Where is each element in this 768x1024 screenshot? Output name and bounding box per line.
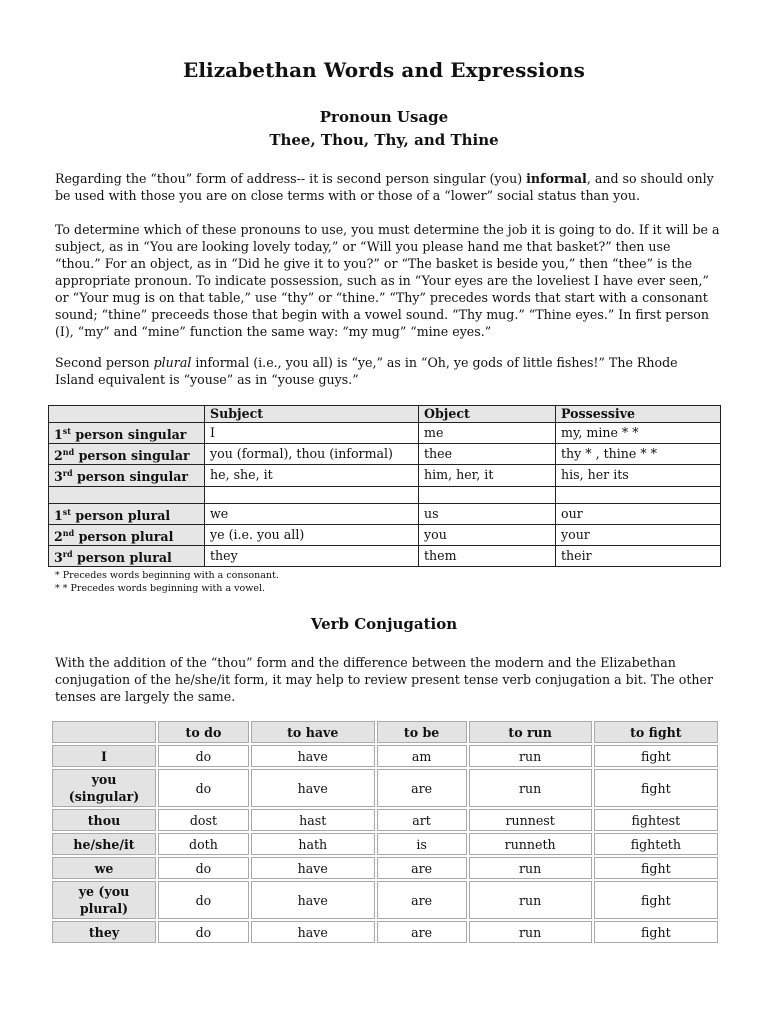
footnote-consonant: * Precedes words beginning with a consonant. — [55, 570, 279, 581]
corner-cell — [51, 720, 157, 744]
table-cell: have — [250, 880, 376, 920]
table-cell: fight — [593, 744, 719, 768]
object-cell: him, her, it — [419, 465, 556, 486]
row-label — [49, 524, 205, 545]
table-row — [51, 832, 719, 856]
table-row — [51, 768, 719, 808]
paragraph-plural — [55, 354, 720, 388]
table-cell: run — [468, 880, 593, 920]
table-cell: dost — [157, 808, 250, 832]
header-cell — [49, 406, 205, 423]
row-label-ordinal: st — [62, 426, 71, 436]
subject-cell: we — [205, 503, 419, 524]
table-cell: hast — [250, 808, 376, 832]
object-cell: thee — [419, 444, 556, 465]
table-cell: do — [157, 768, 250, 808]
spacer-cell — [49, 486, 205, 503]
table-row — [51, 920, 719, 944]
row-label-number: 2 — [54, 528, 63, 544]
table-cell: fight — [593, 880, 719, 920]
row-label-ordinal: nd — [62, 447, 75, 458]
possessive-cell: my, mine * * — [556, 423, 721, 444]
row-label-number: 1 — [54, 507, 63, 523]
row-label: you (singular) — [51, 768, 157, 808]
row-label-ordinal: rd — [62, 548, 73, 559]
row-label-text: person singular — [70, 427, 187, 443]
row-label — [49, 465, 205, 486]
table-cell: fighteth — [593, 832, 719, 856]
paragraph-thou-form — [55, 170, 720, 204]
paragraph-verb-intro: With the addition of the “thou” form and the difference between the modern and the Elizabethan conjugation of the he/she/it form, it may help to review present tense verb conjugation a bit. The other tenses are largely the same. — [55, 655, 713, 704]
table-cell: have — [250, 768, 376, 808]
row-label: they — [51, 920, 157, 944]
row-label-text: person plural — [74, 528, 174, 544]
table-cell: do — [157, 880, 250, 920]
section-subheading-thee-thou: Thee, Thou, Thy, and Thine — [269, 131, 499, 149]
header-cell: to run — [468, 720, 593, 744]
para1-emphasis: informal — [526, 171, 587, 186]
table-cell: have — [250, 744, 376, 768]
pronoun-table — [48, 405, 721, 567]
table-cell: art — [376, 808, 468, 832]
row-label-text: person plural — [72, 550, 172, 566]
table-cell: are — [376, 856, 468, 880]
table-cell: are — [376, 768, 468, 808]
table-row — [51, 880, 719, 920]
header-cell: to fight — [593, 720, 719, 744]
header-cell: to do — [157, 720, 250, 744]
header-cell: Subject — [205, 406, 419, 423]
table-cell: am — [376, 744, 468, 768]
possessive-cell: our — [556, 503, 721, 524]
subject-cell: I — [205, 423, 419, 444]
table-cell: do — [157, 920, 250, 944]
table-cell: run — [468, 768, 593, 808]
row-label: we — [51, 856, 157, 880]
subject-cell: ye (i.e. you all) — [205, 524, 419, 545]
row-label-text: person singular — [74, 448, 190, 464]
table-cell: runneth — [468, 832, 593, 856]
table-cell: fightest — [593, 808, 719, 832]
verb-conjugation-table — [50, 719, 720, 945]
possessive-cell: his, her its — [556, 465, 721, 486]
header-cell: to have — [250, 720, 376, 744]
table-row — [51, 856, 719, 880]
table-row — [51, 744, 719, 768]
object-cell: them — [419, 545, 556, 566]
table-row — [49, 444, 721, 465]
spacer-cell — [419, 486, 556, 503]
row-label-number: 3 — [54, 550, 63, 566]
subject-cell: you (formal), thou (informal) — [205, 444, 419, 465]
header-cell: to be — [376, 720, 468, 744]
table-row — [49, 524, 721, 545]
table-cell: have — [250, 920, 376, 944]
table-cell: have — [250, 856, 376, 880]
row-label — [49, 503, 205, 524]
page-title: Elizabethan Words and Expressions — [182, 58, 586, 82]
object-cell: us — [419, 503, 556, 524]
row-label-text: person singular — [72, 469, 189, 485]
row-label: ye (you plural) — [51, 880, 157, 920]
table-header-row — [51, 720, 719, 744]
section-heading-pronoun-usage: Pronoun Usage — [319, 108, 449, 126]
para3-emphasis: plural — [153, 355, 192, 370]
row-label-text: person plural — [70, 507, 171, 523]
table-cell: run — [468, 744, 593, 768]
spacer-cell — [205, 486, 419, 503]
section-heading-verb-conjugation: Verb Conjugation — [310, 615, 458, 633]
table-cell: do — [157, 856, 250, 880]
table-cell: are — [376, 920, 468, 944]
table-row — [51, 808, 719, 832]
footnote-vowel: * * Precedes words beginning with a vowel. — [55, 583, 266, 594]
table-cell: doth — [157, 832, 250, 856]
header-cell: Possessive — [556, 406, 721, 423]
para1-text-c: , and so should only be used with those you are on close terms with or those of a “lower” social status than you. — [55, 171, 714, 203]
spacer-cell — [556, 486, 721, 503]
row-label: thou — [51, 808, 157, 832]
subject-cell: they — [205, 545, 419, 566]
table-cell: do — [157, 744, 250, 768]
possessive-cell: their — [556, 545, 721, 566]
row-label-number: 1 — [54, 427, 63, 443]
table-cell: run — [468, 920, 593, 944]
paragraph-pronoun-jobs: To determine which of these pronouns to use, you must determine the job it is going to do. If it will be a subject, as in “You are looking lovely today,” or “Will you please hand me that basket?” then use “thou.” For an object, as in “Did he give it to you?” or “The basket is beside you,” then “thee” is the appropriate pronoun. To indicate possession, such as in “Your eyes are the loveliest I have ever seen,” or “Your mug is on that table,” use “thy” or “thine.” “Thy” precedes words that start with a consonant sound; “thine” preceeds those that begin with a vowel sound. “Thy mug.” “Thine eyes.” In first person (I), “my” and “mine” function the same way: “my mug” “mine eyes.” — [55, 222, 720, 339]
possessive-cell: thy * , thine * * — [556, 444, 721, 465]
table-cell: hath — [250, 832, 376, 856]
row-label-ordinal: rd — [62, 468, 73, 479]
row-label-number: 2 — [54, 448, 63, 464]
table-cell: are — [376, 880, 468, 920]
object-cell: me — [419, 423, 556, 444]
row-label-ordinal: st — [62, 506, 71, 517]
table-row — [49, 423, 721, 444]
object-cell: you — [419, 524, 556, 545]
row-label-ordinal: nd — [62, 527, 75, 538]
table-cell: is — [376, 832, 468, 856]
table-header-row — [49, 406, 721, 423]
table-cell: fight — [593, 920, 719, 944]
row-label — [49, 423, 205, 444]
table-row — [49, 465, 721, 486]
table-row — [49, 503, 721, 524]
row-label: I — [51, 744, 157, 768]
para3-text-a: Second person — [55, 355, 154, 370]
table-cell: run — [468, 856, 593, 880]
row-label: he/she/it — [51, 832, 157, 856]
possessive-cell: your — [556, 524, 721, 545]
para3-text-c: informal (i.e., you all) is “ye,” as in “Oh, ye gods of little fishes!” The Rhode Island equivalent is “youse” as in “youse guys.” — [55, 355, 678, 387]
table-spacer-row — [49, 486, 721, 503]
table-cell: fight — [593, 856, 719, 880]
table-cell: fight — [593, 768, 719, 808]
para1-text-a: Regarding the “thou” form of address-- it is second person singular (you) — [55, 171, 527, 186]
row-label-number: 3 — [54, 469, 63, 485]
row-label — [49, 545, 205, 566]
table-cell: runnest — [468, 808, 593, 832]
subject-cell: he, she, it — [205, 465, 419, 486]
row-label — [49, 444, 205, 465]
header-cell: Object — [419, 406, 556, 423]
table-row — [49, 545, 721, 566]
